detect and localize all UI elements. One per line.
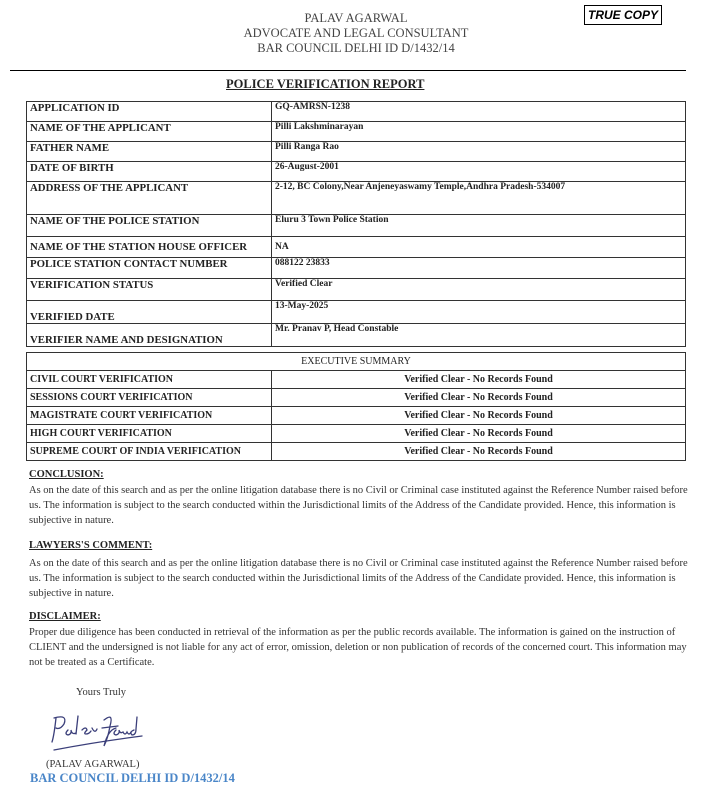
report-title: POLICE VERIFICATION REPORT xyxy=(226,77,425,91)
row-label: SESSIONS COURT VERIFICATION xyxy=(27,389,272,407)
row-value: Pilli Lakshminarayan xyxy=(272,122,686,142)
table-row xyxy=(27,162,686,182)
row-label: NAME OF THE APPLICANT xyxy=(27,122,272,142)
row-value: Verified Clear - No Records Found xyxy=(272,407,686,425)
row-label: POLICE STATION CONTACT NUMBER xyxy=(27,258,272,279)
letterhead-name: PALAV AGARWAL xyxy=(304,11,408,25)
row-value: 088122 23833 xyxy=(272,258,686,279)
executive-summary-table xyxy=(26,352,686,461)
signature-icon xyxy=(46,706,146,756)
table-row xyxy=(27,102,686,122)
lawyers-comment-heading: LAWYERS'S COMMENT: xyxy=(29,540,153,551)
conclusion-heading: CONCLUSION: xyxy=(29,469,104,480)
row-label: SUPREME COURT OF INDIA VERIFICATION xyxy=(27,443,272,461)
row-value: 2-12, BC Colony,Near Anjeneyaswamy Temple,Andhra Pradesh-534007 xyxy=(272,182,686,215)
table-row xyxy=(27,122,686,142)
letterhead-bar-id: BAR COUNCIL DELHI ID D/1432/14 xyxy=(257,41,455,55)
signatory-bar-id: BAR COUNCIL DELHI ID D/1432/14 xyxy=(30,771,235,785)
row-value: NA xyxy=(272,237,686,258)
summary-title: EXECUTIVE SUMMARY xyxy=(27,353,686,371)
disclaimer-text: Proper due diligence has been conducted in retrieval of the information as per the public records available. The information is gained on the instruction of CLIENT and the undersigned is not liable for any act of error, omission, deletion or non publication of records of the concerned court. This information may not be treated as a Certificate. xyxy=(29,627,687,668)
conclusion-text: As on the date of this search and as per the online litigation database there is no Civil or Criminal case instituted against the Reference Number raised before us. The information is subject to the search conducted within the Jurisdictional limits of the Address of the Candidate provided. Hence, this information is subjective in nature. xyxy=(29,485,688,526)
row-label: ADDRESS OF THE APPLICANT xyxy=(27,182,272,215)
row-value: GQ-AMRSN-1238 xyxy=(272,102,686,122)
row-value: Verified Clear - No Records Found xyxy=(272,371,686,389)
table-row xyxy=(27,324,686,347)
row-label: NAME OF THE POLICE STATION xyxy=(27,215,272,237)
letterhead xyxy=(190,11,522,56)
summary-header-row xyxy=(27,353,686,371)
table-row xyxy=(27,371,686,389)
row-label: VERIFICATION STATUS xyxy=(27,279,272,301)
table-row xyxy=(27,142,686,162)
row-value: Eluru 3 Town Police Station xyxy=(272,215,686,237)
disclaimer-heading: DISCLAIMER: xyxy=(29,611,101,622)
table-row xyxy=(27,301,686,324)
row-value: Mr. Pranav P, Head Constable xyxy=(272,324,686,347)
row-label: VERIFIER NAME AND DESIGNATION xyxy=(27,324,272,347)
row-value: Verified Clear xyxy=(272,279,686,301)
row-value: Verified Clear - No Records Found xyxy=(272,389,686,407)
details-table xyxy=(26,101,686,347)
row-value: Verified Clear - No Records Found xyxy=(272,425,686,443)
table-row xyxy=(27,258,686,279)
row-label: DATE OF BIRTH xyxy=(27,162,272,182)
row-label: NAME OF THE STATION HOUSE OFFICER xyxy=(27,237,272,258)
row-label: FATHER NAME xyxy=(27,142,272,162)
row-label: VERIFIED DATE xyxy=(27,301,272,324)
table-row xyxy=(27,389,686,407)
lawyers-comment-text: As on the date of this search and as per the online litigation database there is no Civil or Criminal case instituted against the Reference Number raised before us. The information is subject to the search conducted within the Jurisdictional limits of the Address of the Candidate provided. Hence, this information is subjective in nature. xyxy=(29,558,688,599)
table-row xyxy=(27,182,686,215)
header-divider xyxy=(10,70,686,71)
table-row xyxy=(27,237,686,258)
letterhead-title: ADVOCATE AND LEGAL CONSULTANT xyxy=(243,26,469,40)
row-label: CIVIL COURT VERIFICATION xyxy=(27,371,272,389)
table-row xyxy=(27,443,686,461)
true-copy-stamp: TRUE COPY xyxy=(584,5,662,25)
signatory-name: (PALAV AGARWAL) xyxy=(46,759,140,770)
row-value: 26-August-2001 xyxy=(272,162,686,182)
row-value: 13-May-2025 xyxy=(272,301,686,324)
row-label: APPLICATION ID xyxy=(27,102,272,122)
row-value: Verified Clear - No Records Found xyxy=(272,443,686,461)
table-row xyxy=(27,407,686,425)
closing-text: Yours Truly xyxy=(76,687,127,698)
table-row xyxy=(27,279,686,301)
table-row xyxy=(27,215,686,237)
row-label: MAGISTRATE COURT VERIFICATION xyxy=(27,407,272,425)
table-row xyxy=(27,425,686,443)
row-label: HIGH COURT VERIFICATION xyxy=(27,425,272,443)
row-value: Pilli Ranga Rao xyxy=(272,142,686,162)
